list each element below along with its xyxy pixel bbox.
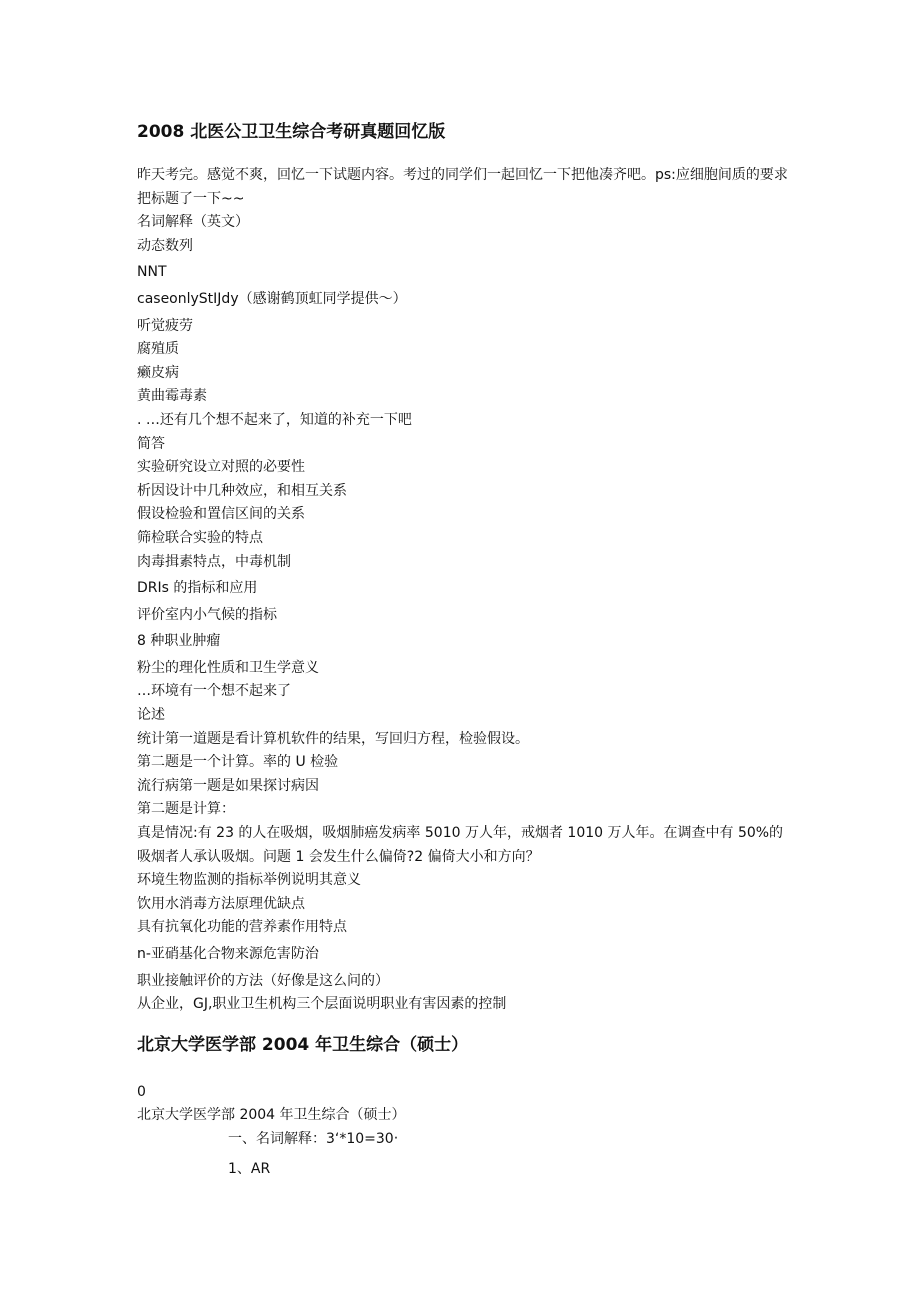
text-line: 实验研究设立对照的必要性 bbox=[137, 459, 305, 476]
text-line: 第二题是计算： bbox=[137, 801, 235, 818]
list-item: 1、AR bbox=[228, 1160, 271, 1177]
subtitle-line: 北京大学医学部 2004 年卫生综合（硕士） bbox=[137, 1107, 406, 1124]
text-line: 0 bbox=[137, 1083, 146, 1100]
text-line: 具有抗氧化功能的营养素作用特点 bbox=[137, 919, 347, 936]
text-line: n-亚硝基化合物来源危害防治 bbox=[137, 946, 319, 962]
text-line: 饮用水消毒方法原理优缺点 bbox=[137, 895, 305, 912]
text-line: . …还有几个想不起来了，知道的补充一下吧 bbox=[137, 411, 412, 428]
text-line: 统计第一道题是看计算机软件的结果，写回归方程，检验假设。 bbox=[137, 730, 529, 747]
text-line: 析因设计中几种效应，和相互关系 bbox=[137, 482, 347, 499]
text-line: DRIs 的指标和应用 bbox=[137, 580, 258, 597]
text-line: 腐殖质 bbox=[137, 341, 179, 358]
text-line: 黄曲霉毒素 bbox=[137, 388, 207, 405]
text-line: 流行病第一题是如果探讨病因 bbox=[137, 777, 319, 794]
text-line: 假设检验和置信区间的关系 bbox=[137, 506, 305, 523]
text-line: 动态数列 bbox=[137, 237, 193, 254]
text-line: 环境生物监测的指标举例说明其意义 bbox=[137, 872, 361, 889]
text-line: NNT bbox=[137, 264, 167, 281]
text-line: 职业接触评价的方法（好像是这么问的） bbox=[137, 972, 389, 989]
text-line: 论述 bbox=[137, 707, 165, 724]
document-page bbox=[137, 118, 797, 1181]
text-line: 名词解释（英文） bbox=[137, 214, 249, 231]
text-line: 肉毒揖素特点，中毒机制 bbox=[137, 553, 291, 570]
section-heading: 一、名词解释：3‘*10=30‧ bbox=[228, 1130, 399, 1147]
text-line: 癞皮病 bbox=[137, 364, 179, 381]
text-line: 筛检联合实验的特点 bbox=[137, 529, 263, 546]
text-line: 从企业，GJ,职业卫生机构三个层面说明职业有害因素的控制 bbox=[137, 996, 507, 1013]
text-line: 听觉疲劳 bbox=[137, 317, 193, 334]
text-line: 第二题是一个计算。率的 U 检验 bbox=[137, 754, 339, 771]
text-line: …环境有一个想不起来了 bbox=[137, 683, 291, 700]
text-line: 8 种职业肿瘤 bbox=[137, 633, 221, 650]
text-line: caseonlyStIJdy（感谢鹤顶虹同学提供～） bbox=[137, 290, 407, 307]
text-line: 粉尘的理化性质和卫生学意义 bbox=[137, 659, 319, 676]
intro-paragraph: 昨天考完。感觉不爽，回忆一下试题内容。考过的同学们一起回忆一下把他凑齐吧。ps:应细胞间质的要求把标题了一下~~ bbox=[137, 167, 788, 207]
text-line: 真是情况:有 23 的人在吸烟，吸烟肺癌发病率 5010 万人年，戒烟者 1010 万人年。在调查中有 50%的吸烟者人承认吸烟。问题 1 会发生什么偏倚?2 偏倚大小和方向？ bbox=[137, 825, 784, 865]
section-title: 北京大学医学部 2004 年卫生综合（硕士） bbox=[137, 1034, 469, 1055]
document-title: 2008 北医公卫卫生综合考研真题回忆版 bbox=[137, 122, 446, 142]
text-line: 评价室内小气候的指标 bbox=[137, 606, 277, 623]
text-line: 简答 bbox=[137, 435, 165, 452]
